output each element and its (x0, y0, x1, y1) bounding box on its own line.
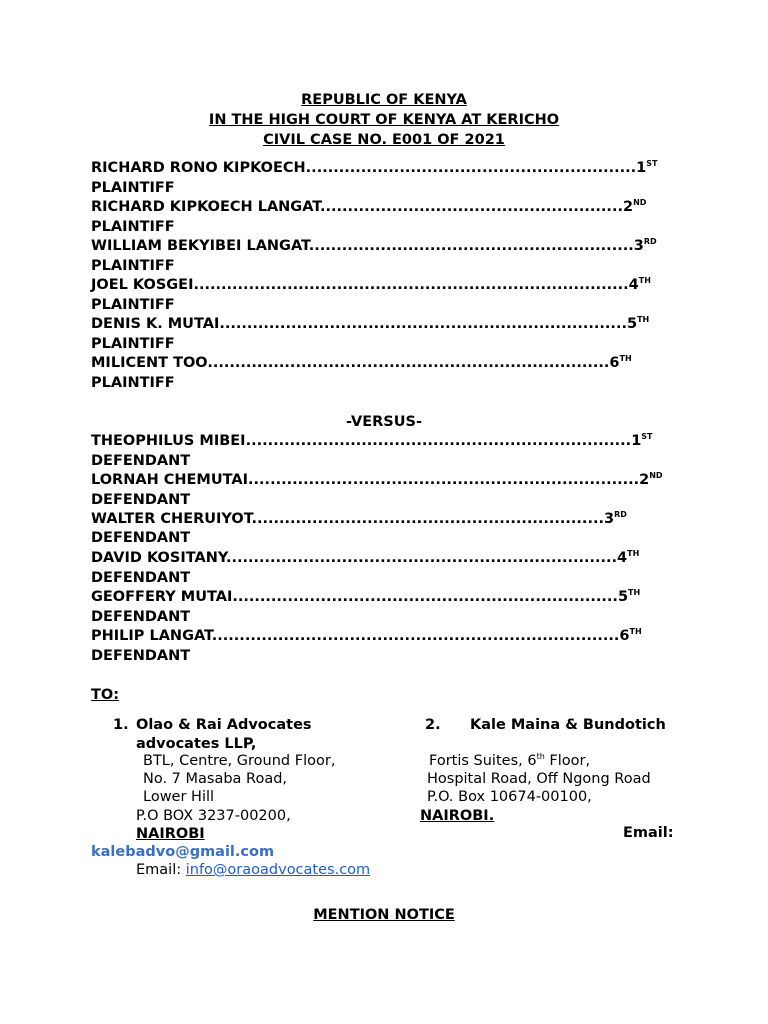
addressee-2-email-link[interactable]: kalebadvo@gmail.com (91, 844, 275, 860)
addressee-2-address-line: Fortis Suites, 6th Floor, (429, 752, 591, 769)
addressee-1-address-line: BTL, Centre, Ground Floor, (143, 753, 336, 769)
defendant-5: GEOFFERY MUTAI......................................................................5TH (91, 588, 641, 605)
addressee-2-address-line: Hospital Road, Off Ngong Road (427, 771, 651, 787)
versus-label: -VERSUS- (346, 414, 422, 430)
addressee-1-address-line: Lower Hill (143, 789, 215, 805)
plaintiff-role: PLAINTIFF (91, 375, 175, 391)
defendant-4: DAVID KOSITANY.......................................................................4TH (91, 549, 640, 566)
addressee-1-city: NAIROBI (136, 826, 205, 842)
defendant-role: DEFENDANT (91, 570, 191, 586)
plaintiff-3: WILLIAM BEKYIBEI LANGAT...........................................................3RD (91, 237, 657, 254)
addressee-1-po-box: P.O BOX 3237-00200, (136, 808, 291, 824)
defendant-role: DEFENDANT (91, 609, 191, 625)
defendant-3: WALTER CHERUIYOT................................................................3RD (91, 510, 627, 527)
addressee-1-name: Olao & Rai Advocates (136, 717, 312, 733)
plaintiff-role: PLAINTIFF (91, 258, 175, 274)
defendant-role: DEFENDANT (91, 648, 191, 664)
addressee-2-number: 2. (425, 717, 441, 733)
addressee-1-email-label: Email: (136, 862, 182, 878)
plaintiff-5: DENIS K. MUTAI..........................................................................5TH (91, 315, 650, 332)
addressee-1-address-line: No. 7 Masaba Road, (143, 771, 288, 787)
court-header-republic: REPUBLIC OF KENYA (301, 92, 467, 108)
court-header-court: IN THE HIGH COURT OF KENYA AT KERICHO (208, 112, 560, 128)
defendant-6: PHILIP LANGAT..........................................................................6TH (91, 627, 642, 644)
addressee-1-email (136, 862, 370, 878)
addressee-1-number: 1. (113, 717, 129, 733)
mention-notice-title: MENTION NOTICE (313, 907, 455, 923)
plaintiff-role: PLAINTIFF (91, 297, 175, 313)
plaintiff-role: PLAINTIFF (91, 219, 175, 235)
addressee-2-email-label: Email: (623, 825, 674, 841)
to-label: TO: (91, 687, 120, 703)
addressee-2-name: Kale Maina & Bundotich (470, 717, 666, 733)
plaintiff-1: RICHARD RONO KIPKOECH............................................................1ST (91, 159, 658, 176)
plaintiff-4: JOEL KOSGEI...............................................................................4TH (91, 276, 651, 293)
defendant-2: LORNAH CHEMUTAI.......................................................................2ND (91, 471, 663, 488)
defendant-1: THEOPHILUS MIBEI......................................................................1ST (91, 432, 653, 449)
plaintiff-6: MILICENT TOO.........................................................................6TH (91, 354, 632, 371)
plaintiff-role: PLAINTIFF (91, 336, 175, 352)
court-header-case-number: CIVIL CASE NO. E001 OF 2021 (263, 132, 505, 148)
defendant-role: DEFENDANT (91, 453, 191, 469)
addressee-2-city: NAIROBI. (420, 808, 495, 824)
addressee-2-po-box: P.O. Box 10674-00100, (427, 789, 592, 805)
plaintiff-2: RICHARD KIPKOECH LANGAT.......................................................2ND (91, 198, 647, 215)
plaintiff-role: PLAINTIFF (91, 180, 175, 196)
addressee-1-email-link[interactable]: info@oraoadvocates.com (185, 862, 371, 878)
defendant-role: DEFENDANT (91, 492, 191, 508)
addressee-1-name-cont: advocates LLP, (136, 736, 257, 752)
defendant-role: DEFENDANT (91, 530, 191, 546)
